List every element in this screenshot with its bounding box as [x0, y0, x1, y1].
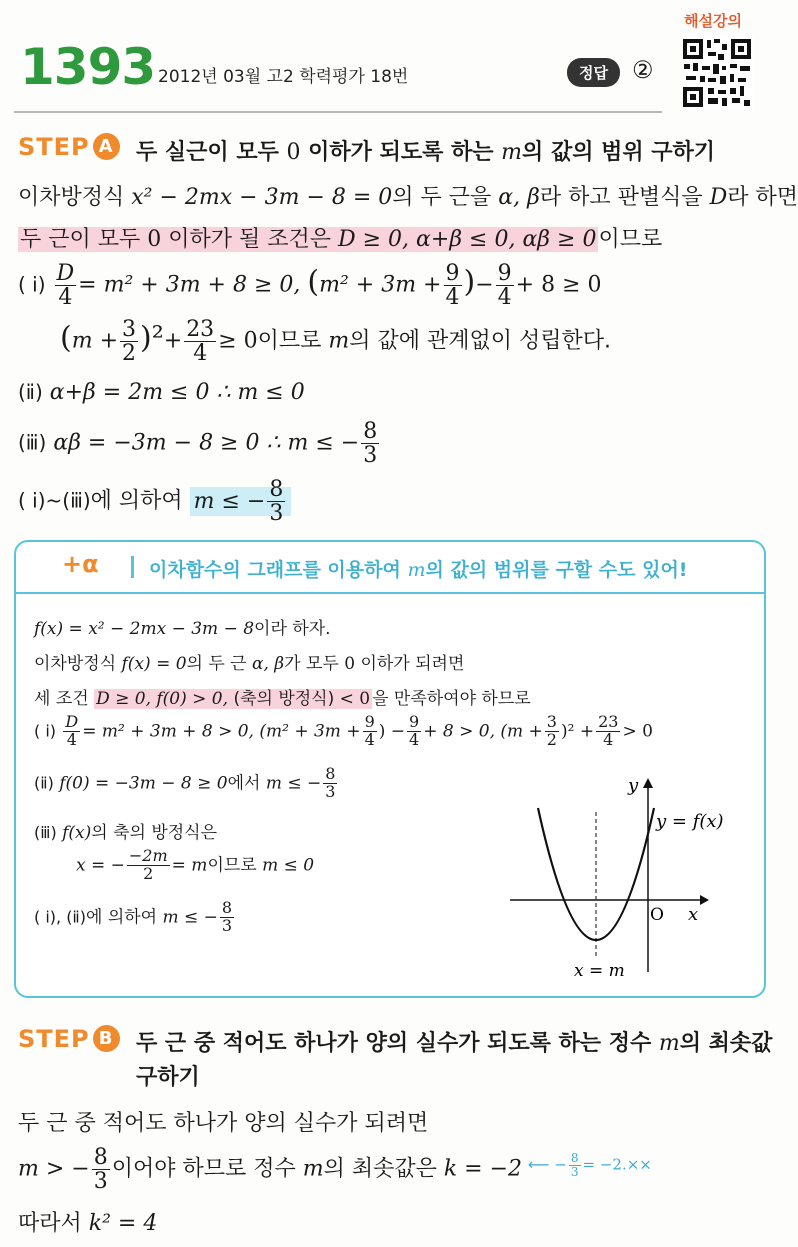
step-a-conclusion: ( ⅰ)~(ⅲ)에 의하여 m ≤ − $\frac{8}{3}$	[18, 478, 291, 525]
step-b-note: ⟵ − $\frac{8}{3}$ = −2.××	[528, 1151, 652, 1179]
step-b-line-1: 두 근 중 적어도 하나가 양의 실수가 되려면	[18, 1111, 429, 1136]
alpha-case-2: (ⅱ) f(0) = −3m − 8 ≥ 0에서 m ≤ − $\frac{8}{3}$	[34, 764, 336, 801]
graph-y-label: y	[628, 775, 639, 796]
step-b-final: 따라서 k² = 4	[18, 1211, 158, 1236]
step-a-title: 두 실근이 모두 0 이하가 되도록 하는 m의 값의 범위 구하기	[136, 140, 716, 165]
alpha-line-3: 세 조건 D ≥ 0, f(0) > 0, (축의 방정식) < 0 을 만족하여야 하므로	[34, 689, 531, 709]
step-a-case-2: (ⅱ) α+β = 2m ≤ 0 ∴ m ≤ 0	[18, 380, 305, 405]
step-b-line-2: m > − $\frac{8}{3}$ 이어야 하므로 정수 m의 최솟값은 k = −2	[18, 1145, 523, 1195]
graph-curve-label: y = f(x)	[656, 811, 724, 832]
step-a-case-1-cont: (m + $\frac{3}{2}$ )²+ $\frac{23}{4}$ ≥ 0이므로 m의 값에 관계없이 성립한다.	[60, 317, 611, 367]
exam-source: 2012년 03월 고2 학력평가 18번	[158, 67, 409, 87]
alpha-tip-box	[14, 540, 766, 998]
step-a-line-1: 이차방정식 x² − 2mx − 3m − 8 = 0의 두 근을 α, β라 하고 판별식을 D라 하면	[18, 185, 798, 210]
graph-x-label: x	[688, 904, 699, 925]
graph-origin-label: O	[650, 905, 664, 925]
alpha-tip-divider	[131, 556, 134, 578]
alpha-case-1: ( ⅰ) $\frac{D}{4}$ = m² + 3m + 8 > 0, (m² + 3m + $\frac{9}{4}$ ) − $\frac{9}{4}$ + 8 > 0, (m + $\frac{3}{2}$ )² + $\frac{23}{4}$ > 0	[34, 712, 653, 749]
alpha-tip-label: +α	[62, 550, 99, 578]
step-a-line-2: 두 근이 모두 0 이하가 될 조건은 D ≥ 0, α+β ≤ 0, αβ ≥ 0이므로	[20, 227, 663, 252]
alpha-conclusion: ( ⅰ), (ⅱ)에 의하여 m ≤ − $\frac{8}{3}$	[34, 898, 233, 935]
alpha-case-3: (ⅲ) f(x)의 축의 방정식은	[34, 823, 218, 843]
graph-y-arrow	[643, 778, 653, 788]
graph-axis-label: x = m	[574, 961, 625, 981]
step-b-title: 두 근 중 적어도 하나가 양의 실수가 되도록 하는 정수 m의 최솟값	[136, 1031, 773, 1056]
answer-badge: 정답	[567, 58, 620, 87]
problem-number: 1393	[20, 38, 156, 96]
step-a-case-3: (ⅲ) αβ = −3m − 8 ≥ 0 ∴ m ≤ − $\frac{8}{3}$	[18, 419, 378, 469]
qr-code-icon[interactable]	[680, 36, 754, 110]
step-b-title-cont: 구하기	[136, 1065, 200, 1090]
parabola-graph	[510, 772, 730, 984]
header-divider	[14, 111, 662, 113]
note-arrow-icon: ⟵	[528, 1155, 550, 1174]
lecture-label: 해설강의	[684, 12, 742, 30]
step-a-label: STEP A	[18, 133, 120, 161]
alpha-line-1: f(x) = x² − 2mx − 3m − 8이라 하자.	[34, 619, 331, 639]
alpha-line-2: 이차방정식 f(x) = 0의 두 근 α, β가 모두 0 이하가 되려면	[34, 654, 465, 674]
graph-x-arrow	[700, 895, 709, 905]
step-a-case-1: ( ⅰ) $\frac{D}{4}$ = m² + 3m + 8 ≥ 0, (m² + 3m + $\frac{9}{4}$ )− $\frac{9}{4}$ + 8 ≥ 0	[18, 261, 602, 311]
step-b-label: STEP B	[18, 1025, 120, 1053]
alpha-case-3-axis: x = − $\frac{-2m}{2}$ = m이므로 m ≤ 0	[76, 846, 315, 883]
answer-value: ②	[632, 56, 654, 84]
alpha-tip-title: 이차함수의 그래프를 이용하여 m의 값의 범위를 구할 수도 있어!	[149, 559, 688, 581]
alpha-tip-header	[16, 542, 764, 594]
